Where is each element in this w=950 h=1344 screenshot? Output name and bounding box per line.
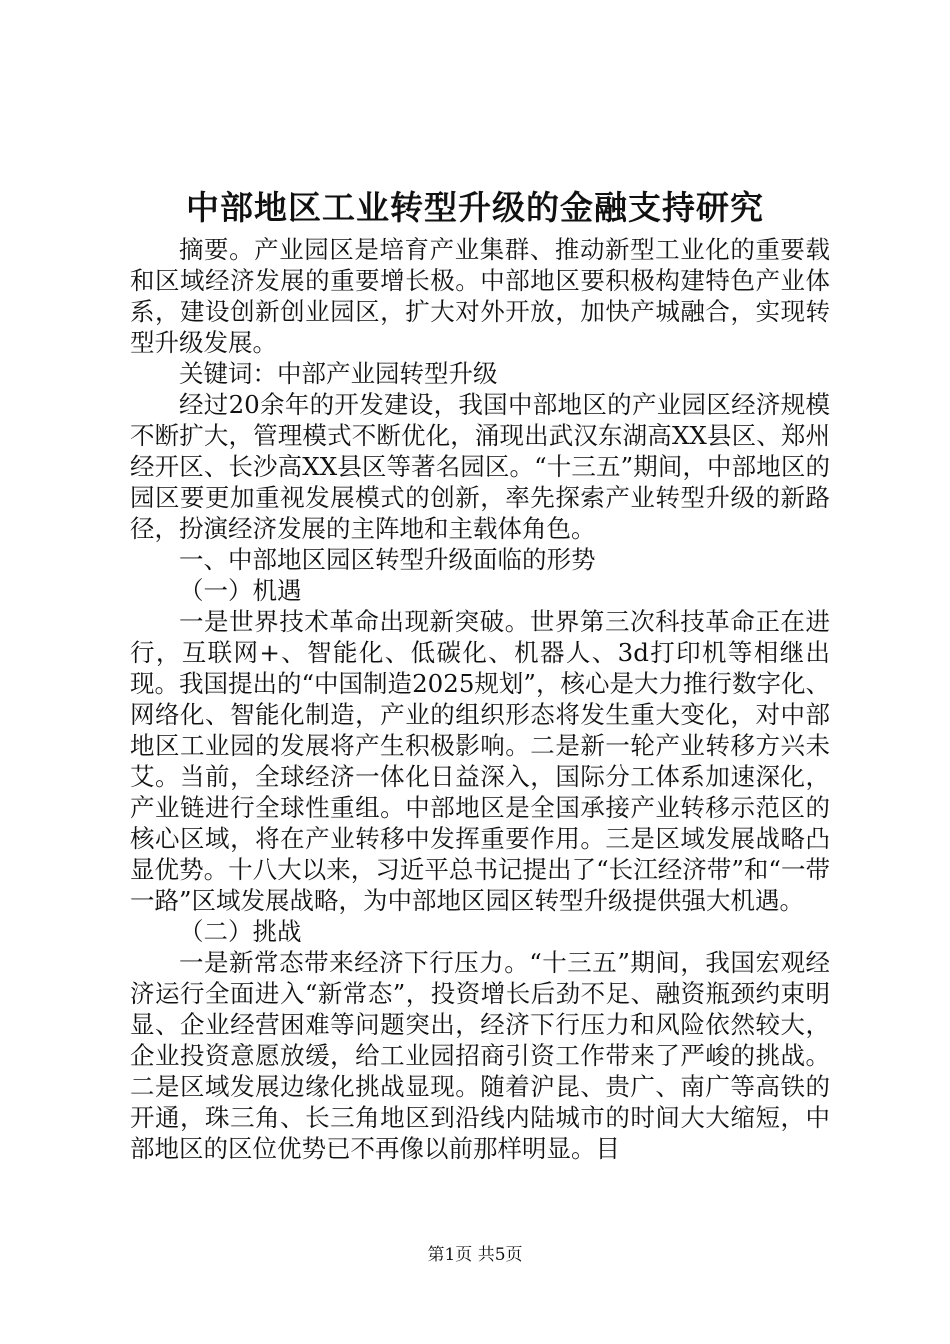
document-body xyxy=(130,234,830,1164)
page-footer: 第1页 共5页 xyxy=(427,1245,523,1265)
document-title: 中部地区工业转型升级的金融支持研究 xyxy=(186,188,764,227)
abstract-paragraph: 摘要。产业园区是培育产业集群、推动新型工业化的重要载和区域经济发展的重要增长极。中部地区要积极构建特色产业体系，建设创新创业园区，扩大对外开放，加快产城融合，实现转型升级发展。 xyxy=(130,235,830,357)
section-heading: 一、中部地区园区转型升级面临的形势 xyxy=(179,545,596,574)
keywords-paragraph: 关键词：中部产业园转型升级 xyxy=(179,359,498,388)
opportunities-paragraph: 一是世界技术革命出现新突破。世界第三次科技革命正在进行，互联网+、智能化、低碳化、机器人、3d打印机等相继出现。我国提出的“中国制造2025规划”，核心是大力推行数字化、网络化、智能化制造，产业的组织形态将发生重大变化，对中部地区工业园的发展将产生积极影响。二是新一轮产业转移方兴未艾。当前，全球经济一体化日益深入，国际分工体系加速深化，产业链进行全球性重组。中部地区是全国承接产业转移示范区的核心区域，将在产业转移中发挥重要作用。三是区域发展战略凸显优势。十八大以来，习近平总书记提出了“长江经济带”和“一带一路”区域发展战略，为中部地区园区转型升级提供强大机遇。 xyxy=(130,607,830,915)
intro-paragraph: 经过20余年的开发建设，我国中部地区的产业园区经济规模不断扩大，管理模式不断优化，涌现出武汉东湖高XX县区、郑州经开区、长沙高XX县区等著名园区。“十三五”期间，中部地区的园区要更加重视发展模式的创新，率先探索产业转型升级的新路径，扮演经济发展的主阵地和主载体角色。 xyxy=(130,390,830,543)
subsection-heading-challenges: （二）挑战 xyxy=(179,917,302,946)
subsection-heading-opportunities: （一）机遇 xyxy=(179,576,302,605)
challenges-paragraph: 一是新常态带来经济下行压力。“十三五”期间，我国宏观经济运行全面进入“新常态”，投资增长后劲不足、融资瓶颈约束明显、企业经营困难等问题突出，经济下行压力和风险依然较大，企业投资意愿放缓，给工业园招商引资工作带来了严峻的挑战。二是区域发展边缘化挑战显现。随着沪昆、贵广、南广等高铁的开通，珠三角、长三角地区到沿线内陆城市的时间大大缩短，中部地区的区位优势已不再像以前那样明显。目 xyxy=(130,948,830,1163)
